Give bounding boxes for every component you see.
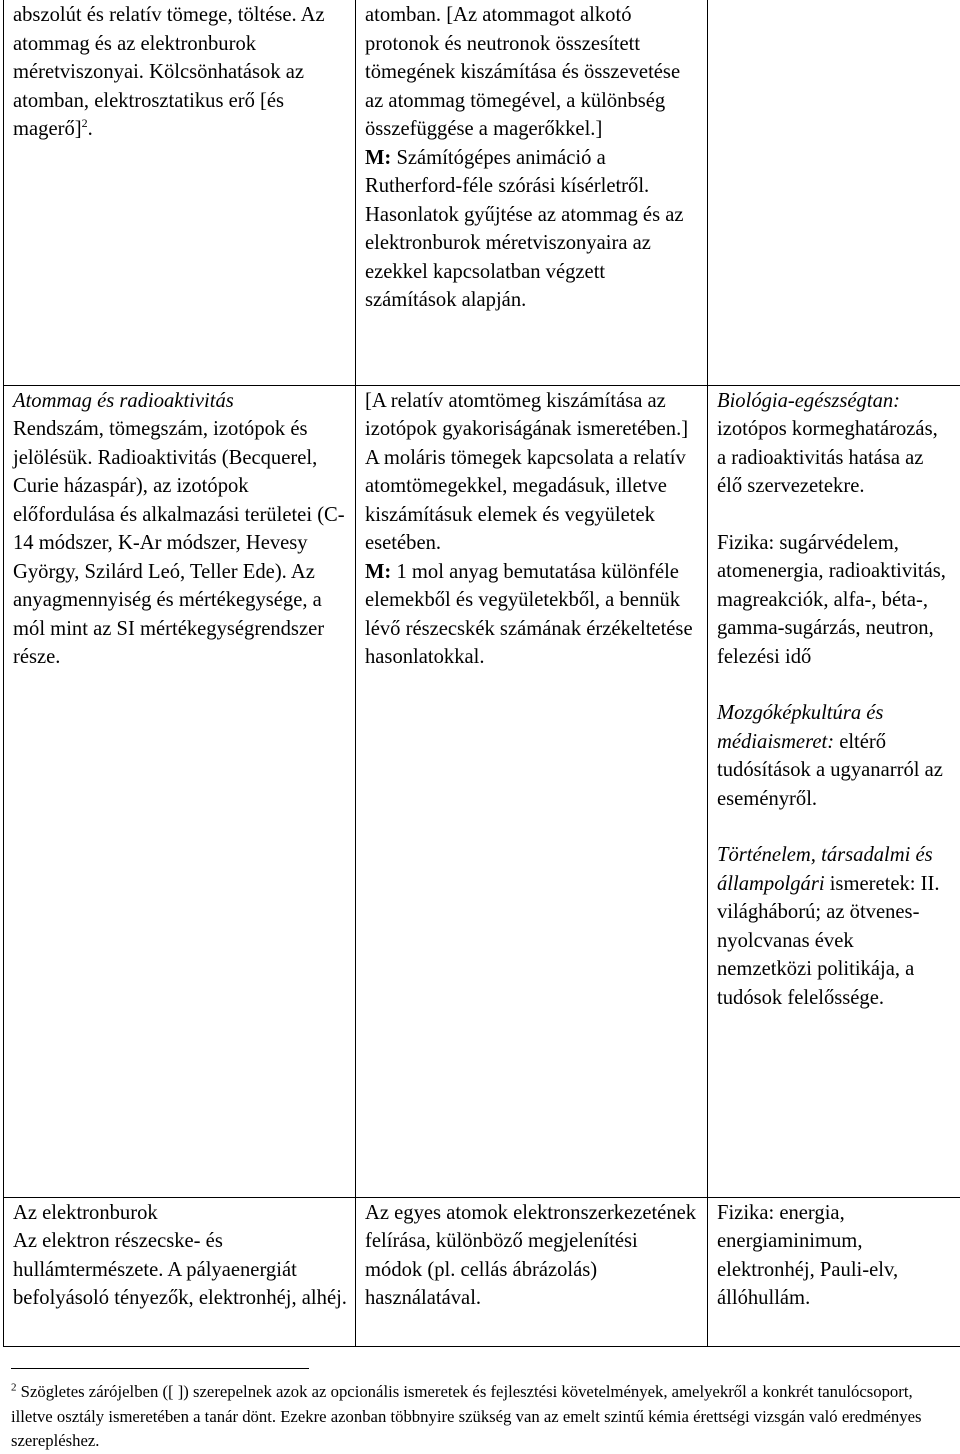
link-biology: Biológia-egészségtan: izotópos kormeghatározás, a radioaktivitás hatása az élő szervezetekre. (717, 387, 952, 501)
footnote-separator (11, 1368, 309, 1369)
topic-title: Atommag és radioaktivitás (13, 387, 347, 416)
table-row (4, 1197, 960, 1346)
link-physics: Fizika: energia, energiaminimum, elektronhéj, Pauli-elv, állóhullám. (717, 1199, 952, 1313)
activity-text: Az egyes atomok elektronszerkezetének felírása, különböző megjelenítési módok (pl. cellás ábrázolás) használatával. (365, 1199, 699, 1313)
footnote-number: 2 (11, 1381, 17, 1393)
footnote (11, 1380, 951, 1454)
footnote-ref: 2 (82, 116, 88, 130)
link-media: Mozgóképkultúra és médiaismeret: eltérő tudósítások a ugyanarról az eseményről. (717, 699, 952, 813)
curriculum-table (3, 0, 960, 1347)
links-cell (708, 1197, 960, 1346)
topic-text: abszolút és relatív tömege, töltése. Az atommag és az elektronburok méretviszonyai. Kölcsönhatások az atomban, elektrosztatikus erő [és magerő]$^2$. (13, 1, 347, 144)
topic-cell (4, 385, 356, 1197)
table-row (4, 385, 960, 1197)
footnote-text: Szögletes zárójelben ([ ]) szerepelnek azok az opcionális ismeretek és fejlesztési követelmények, amelyekről a konkrét tanulócsoport, illetve osztály ismeretében a tanár dönt. Ezekre azonban többnyire szükség van az emelt szintű kémia érettségi vizsgán való eredményes szerepléshez. (11, 1382, 922, 1450)
activity-cell (356, 0, 708, 385)
links-cell (708, 385, 960, 1197)
activity-cell (356, 385, 708, 1197)
table-row (4, 0, 960, 385)
activity-cell (356, 1197, 708, 1346)
link-history: Történelem, társadalmi és állampolgári ismeretek: II. világháború; az ötvenes-nyolcvanas évek nemzetközi politikája, a tudósok felelőssége. (717, 841, 952, 1012)
topic-title: Az elektronburok (13, 1199, 347, 1228)
topic-text: Az elektron részecske- és hullámtermészete. A pályaenergiát befolyásoló tényezők, elektronhéj, alhéj. (13, 1227, 347, 1313)
topic-cell (4, 1197, 356, 1346)
links-cell (708, 0, 960, 385)
topic-text: Rendszám, tömegszám, izotópok és jelölésük. Radioaktivitás (Becquerel, Curie házaspár), az izotópok előfordulása és alkalmazási területei (C-14 módszer, K-Ar módszer, Hevesy György, Szilárd Leó, Teller Ede). Az anyagmennyiség és mértékegysége, a mól mint az SI mértékegységrendszer része. (13, 415, 347, 672)
demo-text: M: Számítógépes animáció a Rutherford-féle szórási kísérletről. Hasonlatok gyűjtése az atommag és az elektronburok méretviszonyaira az ezekkel kapcsolatban végzett számítások alapján. (365, 144, 699, 315)
demo-label: M: (365, 561, 391, 583)
topic-cell (4, 0, 356, 385)
activity-text: [A relatív atomtömeg kiszámítása az izotópok gyakoriságának ismeretében.] A moláris tömegek kapcsolata a relatív atomtömegekkel, megadásuk, illetve kiszámításuk elemek és vegyületek esetében. M: 1 mol anyag bemutatása különféle elemekből és vegyületekből, a bennük lévő részecskék számának érzékeltetése hasonlatokkal. (365, 387, 699, 672)
activity-text: atomban. [Az atommagot alkotó protonok és neutronok összesített tömegének kiszámítása és összevetése az atommag tömegével, a különbség összefüggése a magerőkkel.] (365, 1, 699, 144)
demo-label: M: (365, 147, 391, 169)
link-physics: Fizika: sugárvédelem, atomenergia, radioaktivitás, magreakciók, alfa-, béta-, gamma-sugárzás, neutron, felezési idő (717, 529, 952, 672)
